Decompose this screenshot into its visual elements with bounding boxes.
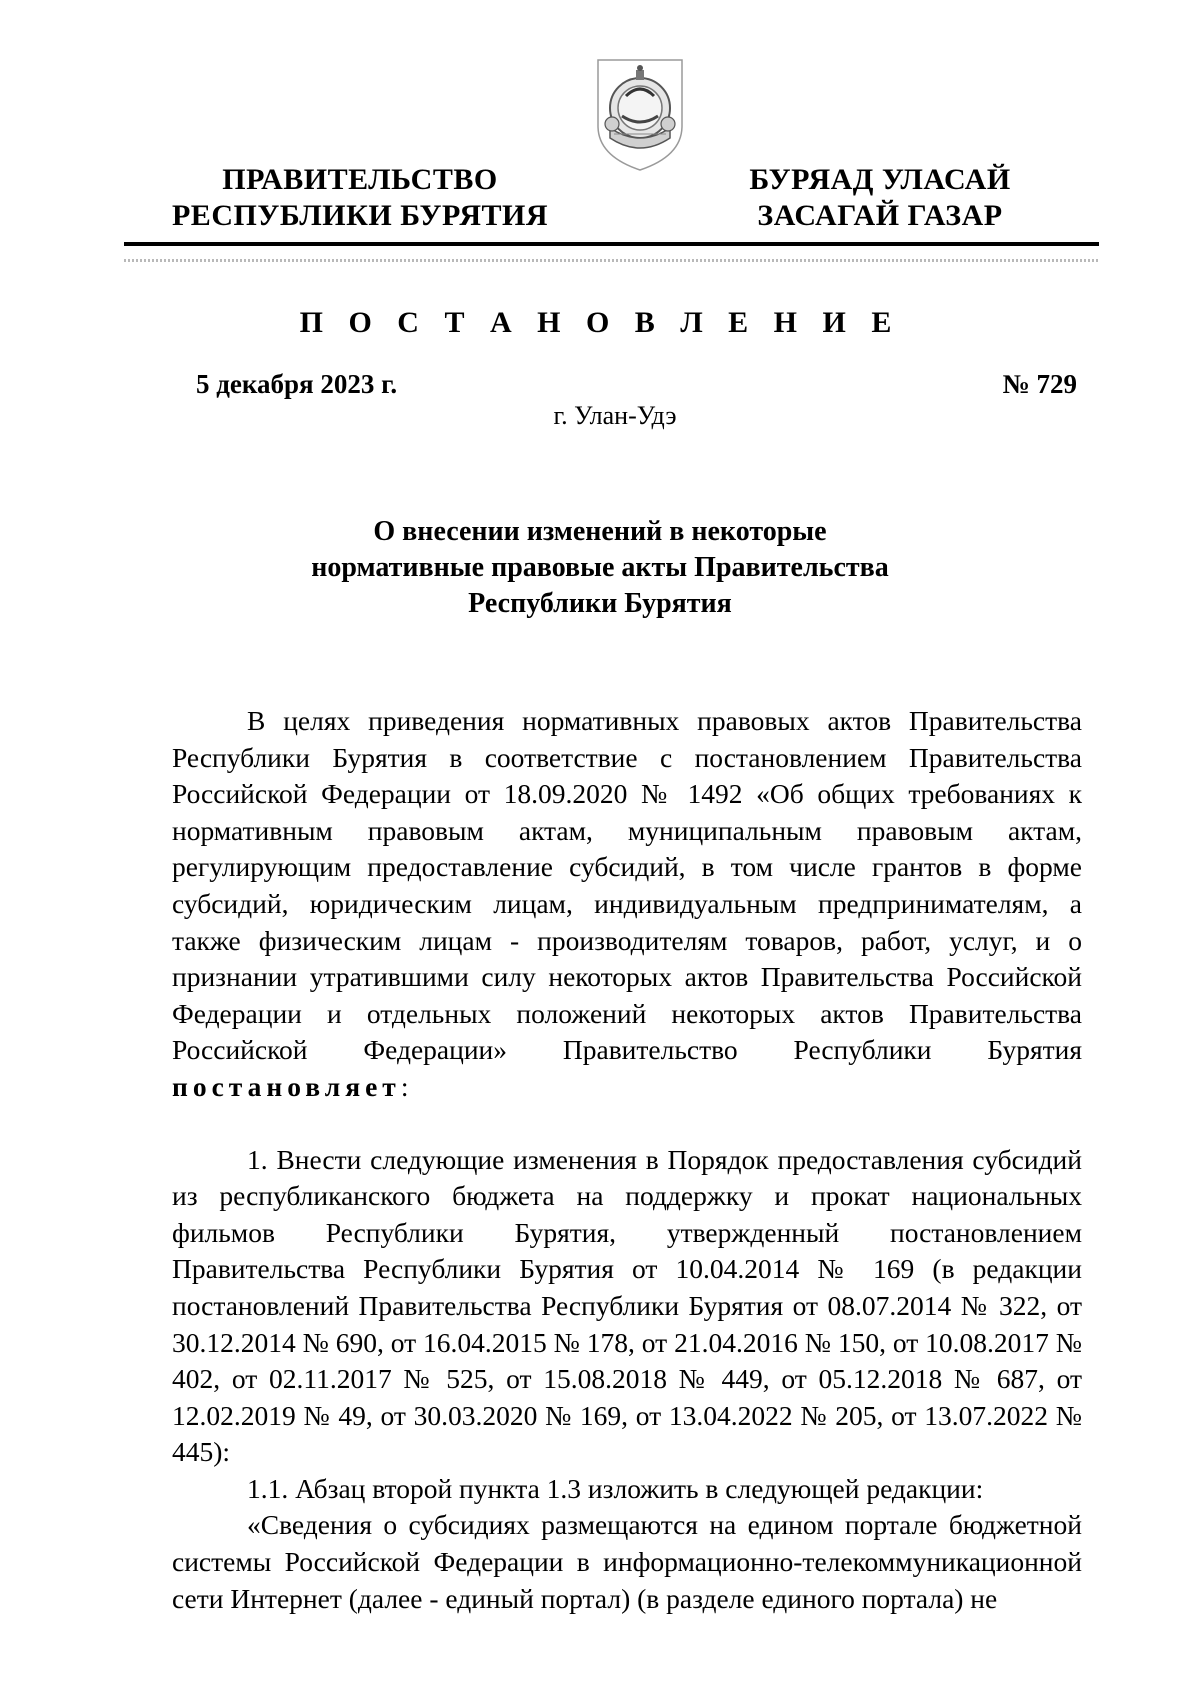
government-name-russian [170, 162, 550, 234]
buryatia-coat-of-arms-icon [592, 56, 688, 174]
header-right-line-2: ЗАСАГАЙ ГАЗАР [757, 199, 1003, 232]
title-line-2: нормативные правовые акты Правительства [311, 552, 889, 583]
document-body [172, 703, 1082, 1617]
header-divider-dotted [124, 259, 1099, 262]
government-name-buryat [730, 162, 1030, 234]
decree-colon: : [400, 1070, 409, 1102]
document-number: № 729 [1002, 369, 1077, 399]
item-1-paragraph: 1. Внести следующие изменения в Порядок предоставления субсидий из республиканского бюджета на поддержку и прокат национальных фильмов Республики Бурятия, утвержденный постановлением Правительства Республики Бурятия от 10.04.2014 № 169 (в редакции постановлений Правительства Республики Бурятия от 08.07.2014 № 322, от 30.12.2014 № 690, от 16.04.2015 № 178, от 21.04.2016 № 150, от 10.08.2017 № 402, от 02.11.2017 № 525, от 15.08.2018 № 449, от 05.12.2018 № 687, от 12.02.2019 № 49, от 30.03.2020 № 169, от 13.04.2022 № 205, от 13.07.2022 № 445): [172, 1143, 1082, 1468]
title-line-1: О внесении изменений в некоторые [373, 516, 827, 547]
title-line-3: Республики Бурятия [468, 588, 732, 619]
decree-word: постановляет [172, 1070, 401, 1102]
document-date: 5 декабря 2023 г. [196, 369, 398, 399]
header-divider [124, 242, 1099, 246]
quote-paragraph: «Сведения о субсидиях размещаются на едином портале бюджетной системы Российской Федерации в информационно-телекоммуникационной сети Интернет (далее - единый портал) (в разделе единого портала) не [172, 1509, 1082, 1614]
document-city: г. Улан-Удэ [553, 401, 677, 430]
document-title [0, 514, 1200, 622]
preamble-paragraph [172, 703, 1082, 1106]
document-type: П О С Т А Н О В Л Е Н И Е [299, 306, 901, 339]
preamble-text: В целях приведения нормативных правовых актов Правительства Республики Бурятия в соответствие с постановлением Правительства Российской Федерации от 18.09.2020 № 1492 «Об общих требованиях к нормативным правовым актам, муниципальным правовым актам, регулирующим предоставление субсидий, в том числе грантов в форме субсидий, юридическим лицам, индивидуальным предпринимателям, а также физическим лицам - производителям товаров, работ, услуг, и о признании утратившими силу некоторых актов Правительства Российской Федерации и отдельных положений некоторых актов Правительства Российской Федерации» Правительство Республики Бурятия [172, 705, 1082, 1066]
header-left-line-2: РЕСПУБЛИКИ БУРЯТИЯ [171, 199, 549, 232]
header-left-line-1: ПРАВИТЕЛЬСТВО [222, 163, 498, 196]
item-1-1-paragraph: 1.1. Абзац второй пункта 1.3 изложить в следующей редакции: [247, 1472, 984, 1504]
header-right-line-1: БУРЯАД УЛАСАЙ [749, 163, 1011, 196]
